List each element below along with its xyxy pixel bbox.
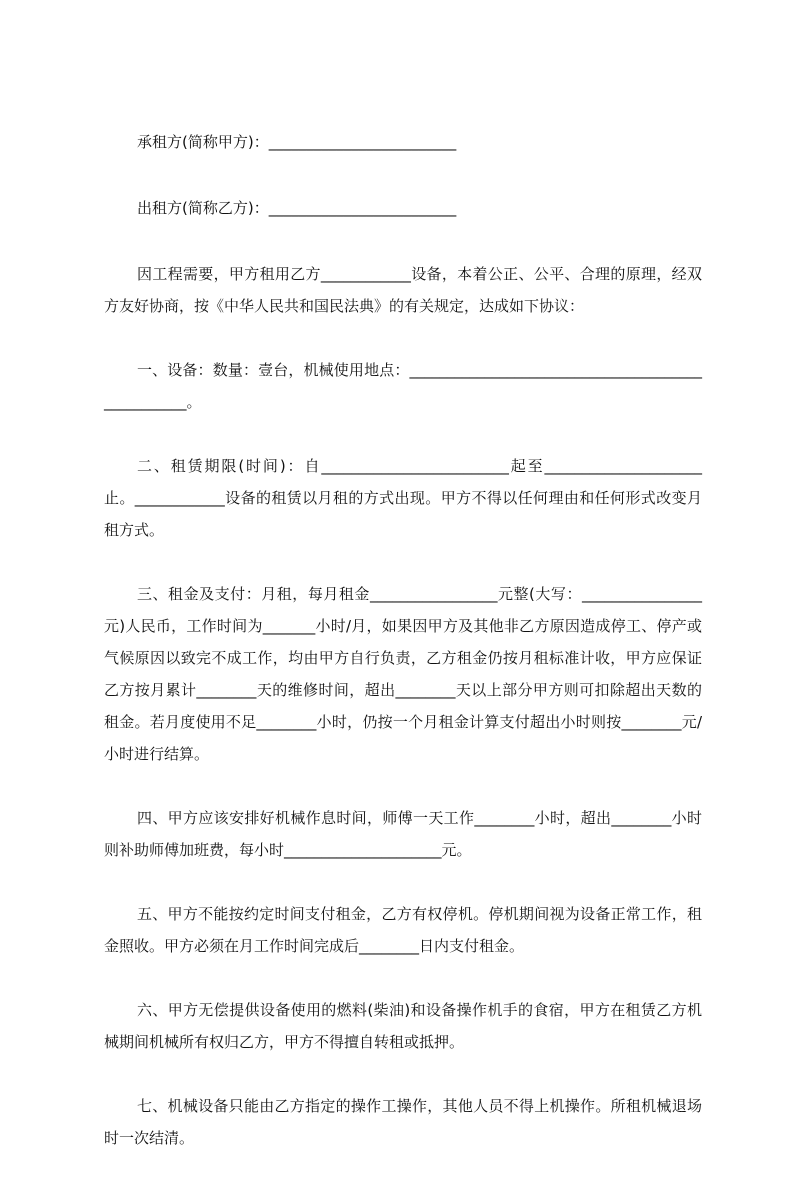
contract-body [104, 126, 702, 1186]
clause-4-working-hours: 四、甲方应该安排好机械作息时间，师傅一天工作________小时，超出________小时则补助师傅加班费，每小时_____________________元。 [104, 809, 702, 859]
intro-paragraph: 因工程需要，甲方租用乙方____________设备，本着公正、公平、合理的原理，经双方友好协商，按《中华人民共和国民法典》的有关规定，达成如下协议： [104, 265, 702, 315]
lessee-line: 承租方(简称甲方)：_________________________ [137, 133, 457, 151]
clause-3-rent-payment: 三、租金及支付：月租，每月租金_________________元整(大写：________________元)人民币，工作时间为_______小时/月，如果因甲方及其他非乙方原因造成停工、停产或气候原因以致完不成工作，均由甲方自行负责，乙方租金仍按月租标准计收，甲方应保证乙方按月累计________天的维修时间，超出________天以上部分甲方则可扣除超出天数的租金。若月度使用不足________小时，仍按一个月租金计算支付超出小时则按________元/小时进行结算。 [104, 585, 702, 763]
clause-2-lease-term: 二、租赁期限(时间)：自_________________________起至_____________________止。____________设备的租赁以月租的方式出现。甲方不得以任何理由和任何形式改变月租方式。 [104, 457, 702, 539]
lessor-line: 出租方(简称乙方)：_________________________ [137, 199, 457, 217]
clause-1-equipment: 一、设备：数量：壹台，机械使用地点：__________________________________________________。 [104, 361, 702, 411]
clause-6-fuel-ownership: 六、甲方无偿提供设备使用的燃料(柴油)和设备操作机手的食宿，甲方在租赁乙方机械期间机械所有权归乙方，甲方不得擅自转租或抵押。 [104, 1001, 702, 1051]
clause-5-late-payment: 五、甲方不能按约定时间支付租金，乙方有权停机。停机期间视为设备正常工作，租金照收。甲方必须在月工作时间完成后________日内支付租金。 [104, 905, 702, 955]
clause-7-operators: 七、机械设备只能由乙方指定的操作工操作，其他人员不得上机操作。所租机械退场时一次结清。 [104, 1097, 702, 1147]
